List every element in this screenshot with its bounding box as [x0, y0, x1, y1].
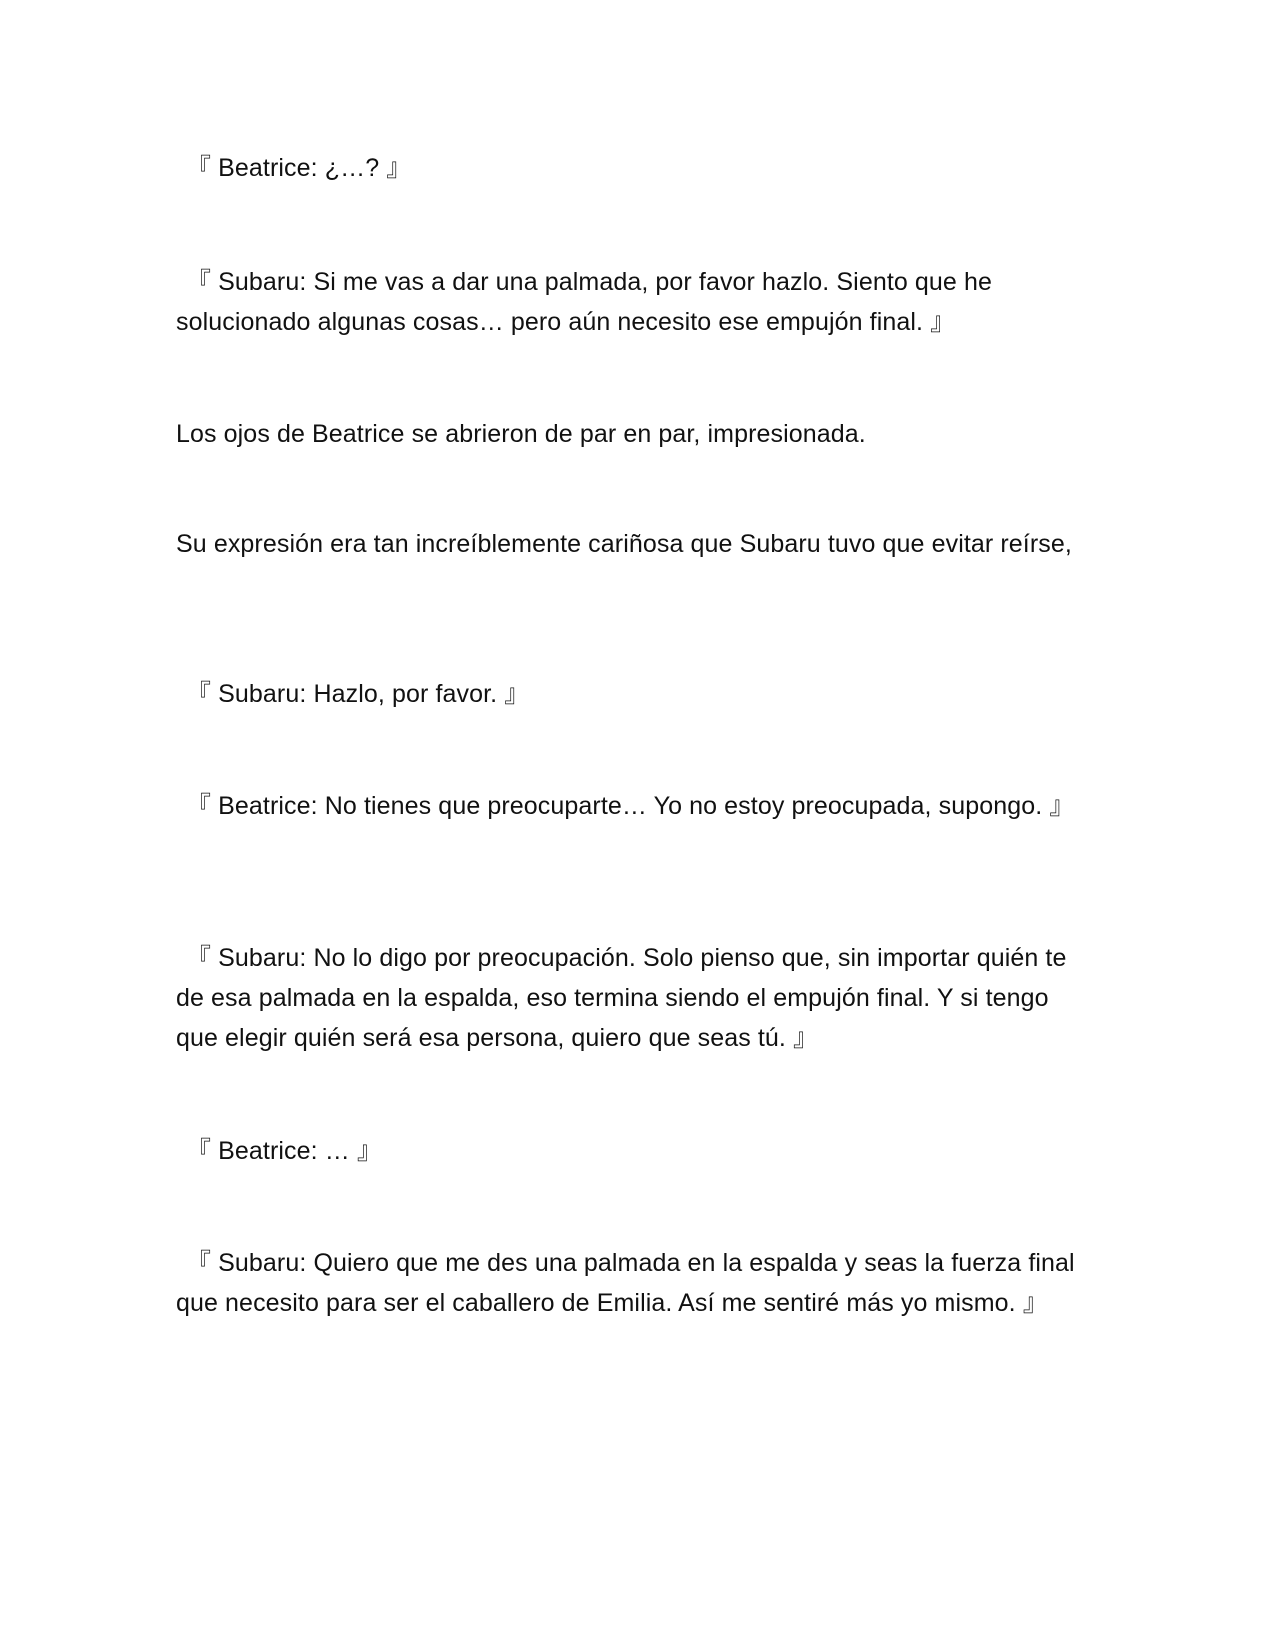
dialogue-subaru-2: 『 Subaru: Hazlo, por favor. 』	[186, 680, 530, 708]
dialogue-subaru-1: 『 Subaru: Si me vas a dar una palmada, por favor hazlo. Siento que he solucionado algunas cosas… pero aún necesito ese empujón final. 』	[176, 268, 992, 336]
dialogue-beatrice-3: 『 Beatrice: … 』	[186, 1137, 382, 1165]
narration-1: Los ojos de Beatrice se abrieron de par en par, impresionada.	[176, 420, 866, 448]
dialogue-subaru-3: 『 Subaru: No lo digo por preocupación. Solo pienso que, sin importar quién te de esa palmada en la espalda, eso termina siendo el empujón final. Y si tengo que elegir quién será esa persona, quiero que seas tú. 』	[176, 944, 1067, 1052]
narration-2: Su expresión era tan increíblemente cariñosa que Subaru tuvo que evitar reírse,	[176, 530, 1072, 558]
dialogue-subaru-4: 『 Subaru: Quiero que me des una palmada en la espalda y seas la fuerza final que necesito para ser el caballero de Emilia. Así me sentiré más yo mismo. 』	[176, 1249, 1075, 1317]
dialogue-beatrice-1: 『 Beatrice: ¿…? 』	[186, 154, 412, 182]
dialogue-beatrice-2: 『 Beatrice: No tienes que preocuparte… Yo no estoy preocupada, supongo. 』	[186, 792, 1075, 820]
